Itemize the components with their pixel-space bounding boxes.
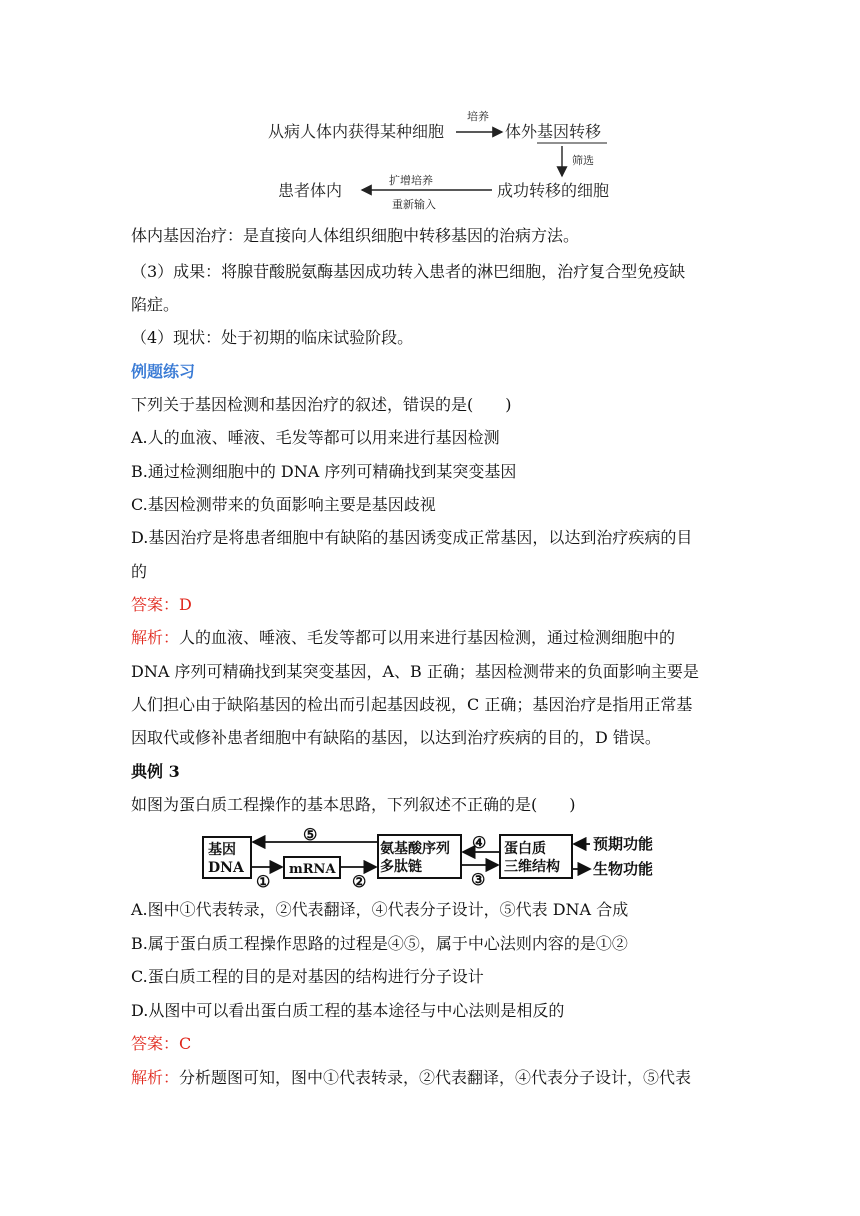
q1-option-d-line2: 的 — [131, 562, 148, 581]
q1-explanation-line1 — [131, 628, 675, 648]
q2-option-c: C.蛋白质工程的目的是对基因的结构进行分子设计 — [131, 967, 484, 986]
label-2: ② — [352, 872, 367, 891]
q2-explanation-label: 解析： — [131, 1068, 180, 1087]
box-protein-text2: 三维结构 — [504, 859, 560, 875]
box-amino-text1: 氨基酸序列 — [380, 841, 450, 857]
diagram1-amplify-label: 扩增培养 — [389, 174, 433, 187]
box-protein-text1: 蛋白质 — [504, 841, 546, 857]
q1-option-c: C.基因检测带来的负面影响主要是基因歧视 — [131, 495, 436, 514]
label-3: ③ — [471, 870, 486, 889]
diagram1-culture-label: 培养 — [467, 110, 489, 123]
label-expected: 预期功能 — [593, 835, 654, 853]
q1-explanation-text1: 人的血液、唾液、毛发等都可以用来进行基因检测，通过检测细胞中的 — [179, 628, 676, 647]
q1-explanation-line3: 人们担心由于缺陷基因的检出而引起基因歧视，C 正确；基因治疗是指用正常基 — [131, 695, 693, 714]
diagram1-transfer: 体外基因转移 — [505, 122, 602, 141]
diagram1-screen-label: 筛选 — [572, 154, 594, 167]
diagram1-patient: 患者体内 — [278, 181, 343, 200]
q2-explanation-line1 — [131, 1068, 691, 1088]
q2-stem: 如图为蛋白质工程操作的基本思路，下列叙述不正确的是( ) — [131, 795, 576, 814]
protein-engineering-diagram — [0, 825, 860, 895]
diagram1-source: 从病人体内获得某种细胞 — [268, 122, 445, 141]
box-gene-text1: 基因 — [208, 842, 236, 858]
q1-stem: 下列关于基因检测和基因治疗的叙述，错误的是( ) — [131, 395, 512, 414]
diagram1-reinput-label: 重新输入 — [392, 198, 436, 211]
gene-therapy-diagram — [0, 0, 860, 215]
q2-explanation-text1: 分析题图可知，图中①代表转录，②代表翻译，④代表分子设计，⑤代表 — [179, 1068, 692, 1087]
q1-explanation-line4: 因取代或修补患者细胞中有缺陷的基因，以达到治疗疾病的目的，D 错误。 — [131, 728, 661, 747]
box-gene-text2: DNA — [208, 860, 244, 876]
text-line-3: 陷症。 — [131, 295, 180, 314]
q1-explanation-line2: DNA 序列可精确找到某突变基因，A、B 正确；基因检测带来的负面影响主要是 — [131, 662, 699, 681]
section-example-heading: 例题练习 — [131, 362, 196, 381]
q1-explanation-label: 解析： — [131, 628, 180, 647]
label-bio: 生物功能 — [593, 860, 654, 878]
diagram1-success: 成功转移的细胞 — [497, 181, 610, 200]
q2-option-d: D.从图中可以看出蛋白质工程的基本途径与中心法则是相反的 — [131, 1001, 565, 1020]
box-amino-text2: 多肽链 — [380, 859, 422, 875]
q2-option-a: A.图中①代表转录，②代表翻译，④代表分子设计，⑤代表 DNA 合成 — [131, 900, 629, 919]
q1-option-a: A.人的血液、唾液、毛发等都可以用来进行基因检测 — [131, 428, 500, 447]
q1-option-d-line1: D.基因治疗是将患者细胞中有缺陷的基因诱变成正常基因，以达到治疗疾病的目 — [131, 528, 693, 547]
section-typical-heading: 典例 3 — [131, 762, 180, 781]
q1-option-b: B.通过检测细胞中的 DNA 序列可精确找到某突变基因 — [131, 462, 517, 481]
q2-answer: 答案：C — [131, 1034, 192, 1053]
text-line-2: （3）成果：将腺苷酸脱氨酶基因成功转入患者的淋巴细胞，治疗复合型免疫缺 — [131, 262, 686, 281]
text-line-4: （4）现状：处于初期的临床试验阶段。 — [131, 328, 414, 347]
label-4: ④ — [472, 833, 487, 852]
label-5: ⑤ — [303, 825, 318, 844]
text-line-1: 体内基因治疗：是直接向人体组织细胞中转移基因的治病方法。 — [131, 226, 580, 245]
q2-option-b: B.属于蛋白质工程操作思路的过程是④⑤，属于中心法则内容的是①② — [131, 934, 628, 953]
box-mrna-text: mRNA — [289, 862, 336, 877]
label-1: ① — [256, 872, 271, 891]
q1-answer: 答案：D — [131, 595, 192, 614]
